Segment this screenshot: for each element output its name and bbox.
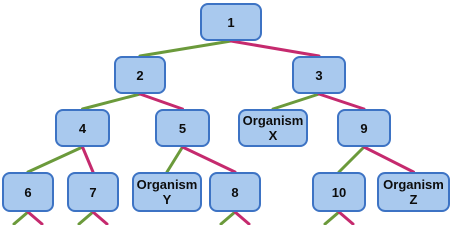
stub-right-n10	[339, 212, 353, 224]
node-9	[337, 109, 391, 147]
node-9-label: 9	[360, 120, 368, 136]
node-2-label: 2	[136, 67, 144, 83]
edge-n5-nY	[167, 147, 183, 172]
node-7-label: 7	[89, 184, 97, 200]
node-3-label: 3	[315, 67, 323, 83]
node-10-label: 10	[331, 184, 347, 200]
stub-right-n6	[28, 212, 42, 224]
edge-n1-n2	[140, 41, 231, 56]
node-3	[292, 56, 346, 94]
edge-n3-nX	[273, 94, 319, 109]
node-organism-y	[132, 172, 202, 212]
node-8	[209, 172, 261, 212]
stub-left-n10	[325, 212, 339, 224]
stub-left-n6	[14, 212, 28, 224]
node-8-label: 8	[231, 184, 239, 200]
node-6	[2, 172, 54, 212]
edge-n2-n4	[83, 94, 141, 109]
node-organism-z	[377, 172, 450, 212]
edge-n5-n8	[183, 147, 236, 172]
node-1	[200, 3, 262, 41]
node-2	[114, 56, 166, 94]
node-organism-x	[238, 109, 308, 147]
node-organism-z-label: Organism Z	[383, 177, 444, 207]
node-10	[312, 172, 366, 212]
node-1-label: 1	[227, 14, 235, 30]
edge-n9-nZ	[364, 147, 414, 172]
node-5	[155, 109, 210, 147]
edge-n2-n5	[140, 94, 183, 109]
node-4	[55, 109, 110, 147]
node-6-label: 6	[24, 184, 32, 200]
stub-right-n7	[93, 212, 107, 224]
edge-n1-n3	[231, 41, 319, 56]
node-5-label: 5	[178, 120, 187, 136]
node-4-label: 4	[78, 120, 87, 136]
node-organism-x-label: Organism X	[242, 113, 304, 143]
edge-n4-n6	[28, 147, 83, 172]
stub-right-n8	[235, 212, 249, 224]
stub-left-n8	[221, 212, 235, 224]
node-organism-y-label: Organism Y	[136, 177, 198, 207]
edge-n3-n9	[319, 94, 364, 109]
stub-left-n7	[79, 212, 93, 224]
edge-n4-n7	[83, 147, 94, 172]
node-7	[67, 172, 119, 212]
edge-n9-n10	[339, 147, 364, 172]
